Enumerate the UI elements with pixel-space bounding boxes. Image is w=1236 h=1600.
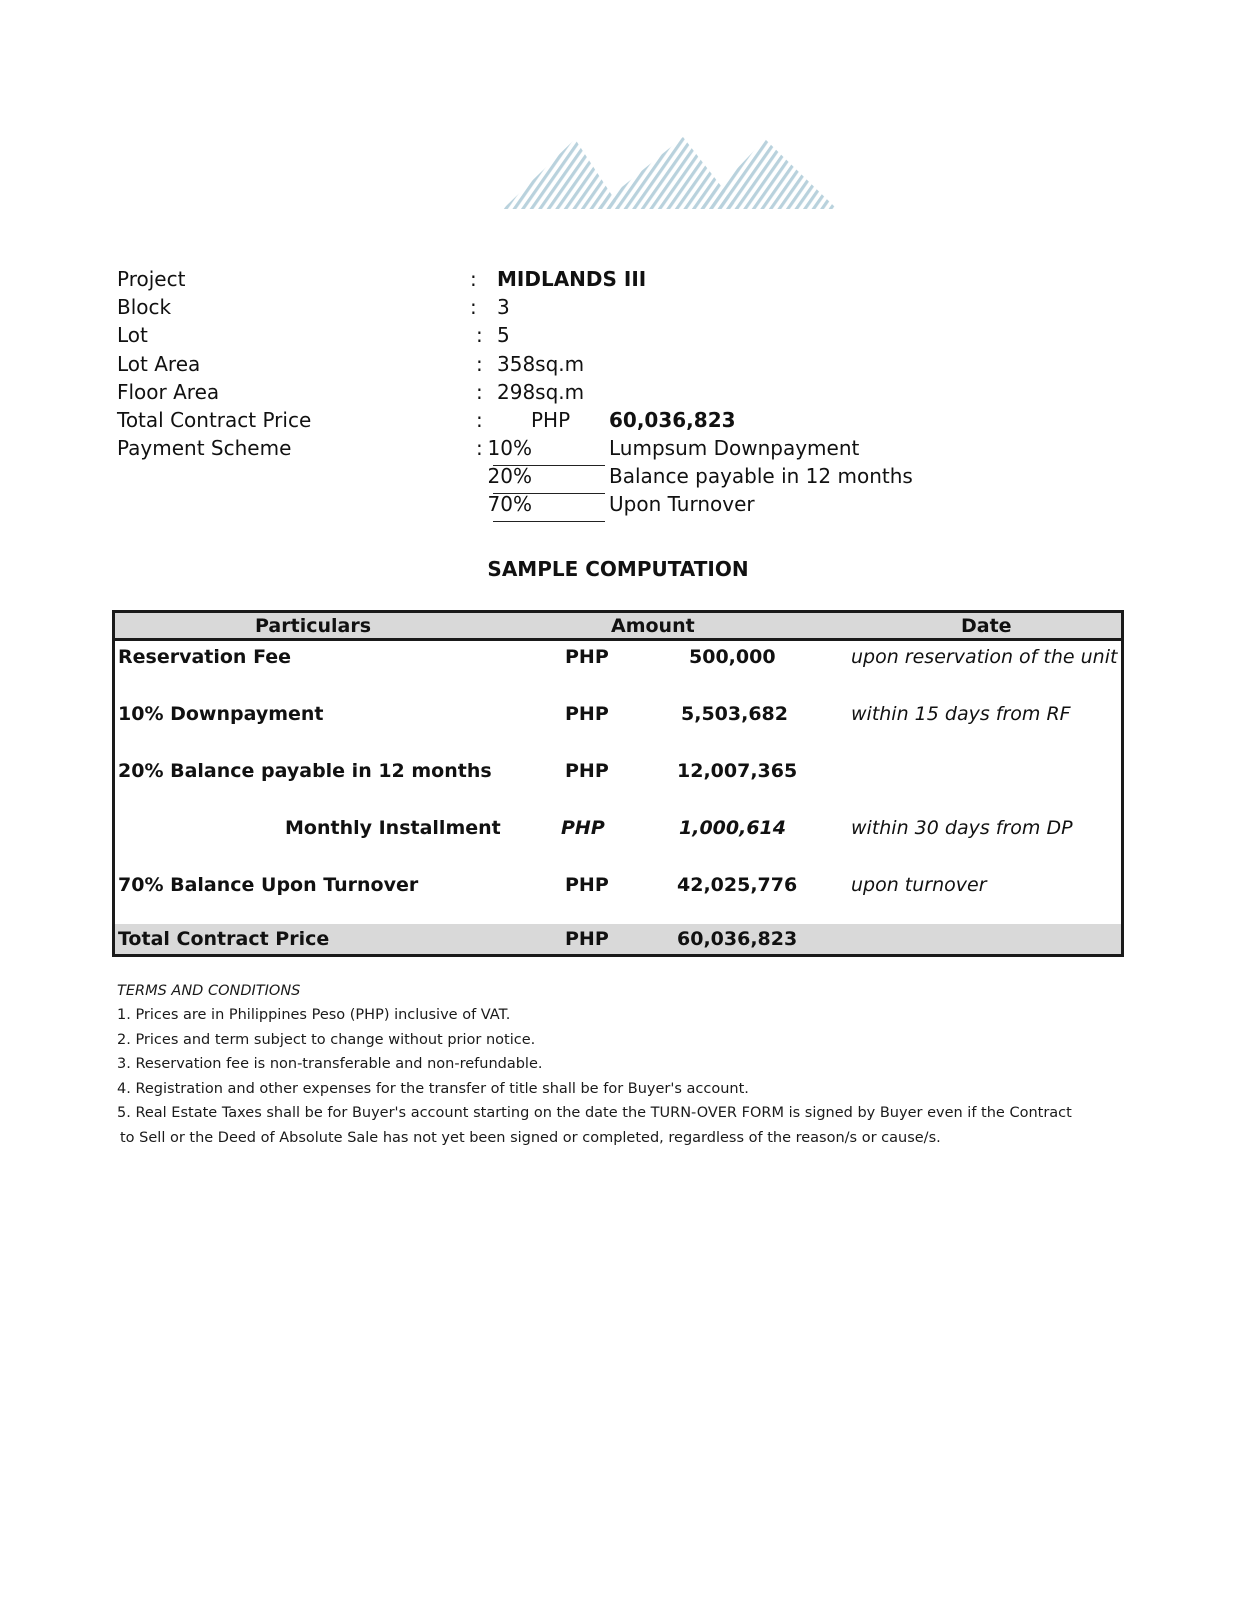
table-row	[115, 870, 1121, 900]
colon: :	[476, 352, 483, 376]
row-currency: PHP	[561, 817, 605, 839]
terms-item: 2. Prices and term subject to change without prior notice.	[117, 1032, 536, 1048]
row-currency: PHP	[565, 874, 609, 896]
section-title: SAMPLE COMPUTATION	[487, 557, 749, 581]
terms-item: 1. Prices are in Philippines Peso (PHP) inclusive of VAT.	[117, 1007, 511, 1023]
row-particular: 10% Downpayment	[118, 703, 324, 725]
payment-scheme-label: Payment Scheme	[117, 436, 292, 460]
row-amount: 12,007,365	[677, 760, 798, 782]
terms-item: 3. Reservation fee is non-transferable and non-refundable.	[117, 1056, 543, 1072]
tcp-value: 60,036,823	[609, 408, 736, 432]
row-amount: 1,000,614	[679, 817, 786, 839]
header-date: Date	[961, 615, 1012, 637]
header-amount: Amount	[611, 615, 695, 637]
colon: :	[476, 436, 483, 460]
lot-area-label: Lot Area	[117, 352, 201, 376]
computation-table	[112, 610, 1124, 957]
row-particular: 70% Balance Upon Turnover	[118, 874, 419, 896]
divider	[493, 521, 605, 522]
row-date: within 15 days from RF	[851, 703, 1071, 725]
floor-area-label: Floor Area	[117, 380, 220, 404]
row-particular: 20% Balance payable in 12 months	[118, 760, 492, 782]
row-amount: 60,036,823	[677, 928, 798, 950]
lot-value: 5	[497, 323, 510, 347]
floor-area-value: 298sq.m	[497, 380, 585, 404]
terms-item: 4. Registration and other expenses for the transfer of title shall be for Buyer's account.	[117, 1081, 749, 1097]
scheme-desc: Upon Turnover	[609, 492, 755, 516]
table-header	[115, 613, 1121, 641]
colon: :	[476, 408, 483, 432]
scheme-desc: Lumpsum Downpayment	[609, 436, 860, 460]
lot-label: Lot	[117, 323, 148, 347]
row-particular: Monthly Installment	[285, 817, 501, 839]
block-value: 3	[497, 295, 510, 319]
colon: :	[476, 323, 483, 347]
row-date: upon reservation of the unit	[851, 646, 1118, 668]
colon: :	[470, 267, 477, 291]
row-currency: PHP	[565, 646, 609, 668]
row-currency: PHP	[565, 928, 609, 950]
row-currency: PHP	[565, 760, 609, 782]
header-particulars: Particulars	[255, 615, 372, 637]
tcp-currency: PHP	[531, 408, 571, 432]
block-label: Block	[117, 295, 172, 319]
scheme-pct: 20%	[487, 464, 532, 488]
table-row-total	[115, 924, 1121, 954]
project-value: MIDLANDS III	[497, 267, 647, 291]
row-amount: 5,503,682	[681, 703, 788, 725]
row-date: upon turnover	[851, 874, 987, 896]
colon: :	[476, 380, 483, 404]
row-date: within 30 days from DP	[851, 817, 1073, 839]
row-amount: 500,000	[689, 646, 776, 668]
terms-title: TERMS AND CONDITIONS	[117, 983, 301, 999]
mountain-logo-icon	[503, 137, 843, 213]
table-row	[115, 756, 1121, 786]
row-currency: PHP	[565, 703, 609, 725]
scheme-desc: Balance payable in 12 months	[609, 464, 913, 488]
colon: :	[470, 295, 477, 319]
scheme-pct: 10%	[487, 436, 532, 460]
row-particular: Reservation Fee	[118, 646, 292, 668]
table-row	[115, 699, 1121, 729]
row-amount: 42,025,776	[677, 874, 798, 896]
terms-item: 5. Real Estate Taxes shall be for Buyer's account starting on the date the TURN-OVER FORM is signed by Buyer even if the Contract	[117, 1105, 1072, 1121]
lot-area-value: 358sq.m	[497, 352, 585, 376]
tcp-label: Total Contract Price	[117, 408, 312, 432]
scheme-pct: 70%	[487, 492, 532, 516]
project-label: Project	[117, 267, 186, 291]
table-row	[115, 813, 1121, 843]
row-particular: Total Contract Price	[118, 928, 330, 950]
terms-item: to Sell or the Deed of Absolute Sale has not yet been signed or completed, regardless of the reason/s or cause/s.	[120, 1130, 941, 1146]
table-row	[115, 642, 1121, 672]
